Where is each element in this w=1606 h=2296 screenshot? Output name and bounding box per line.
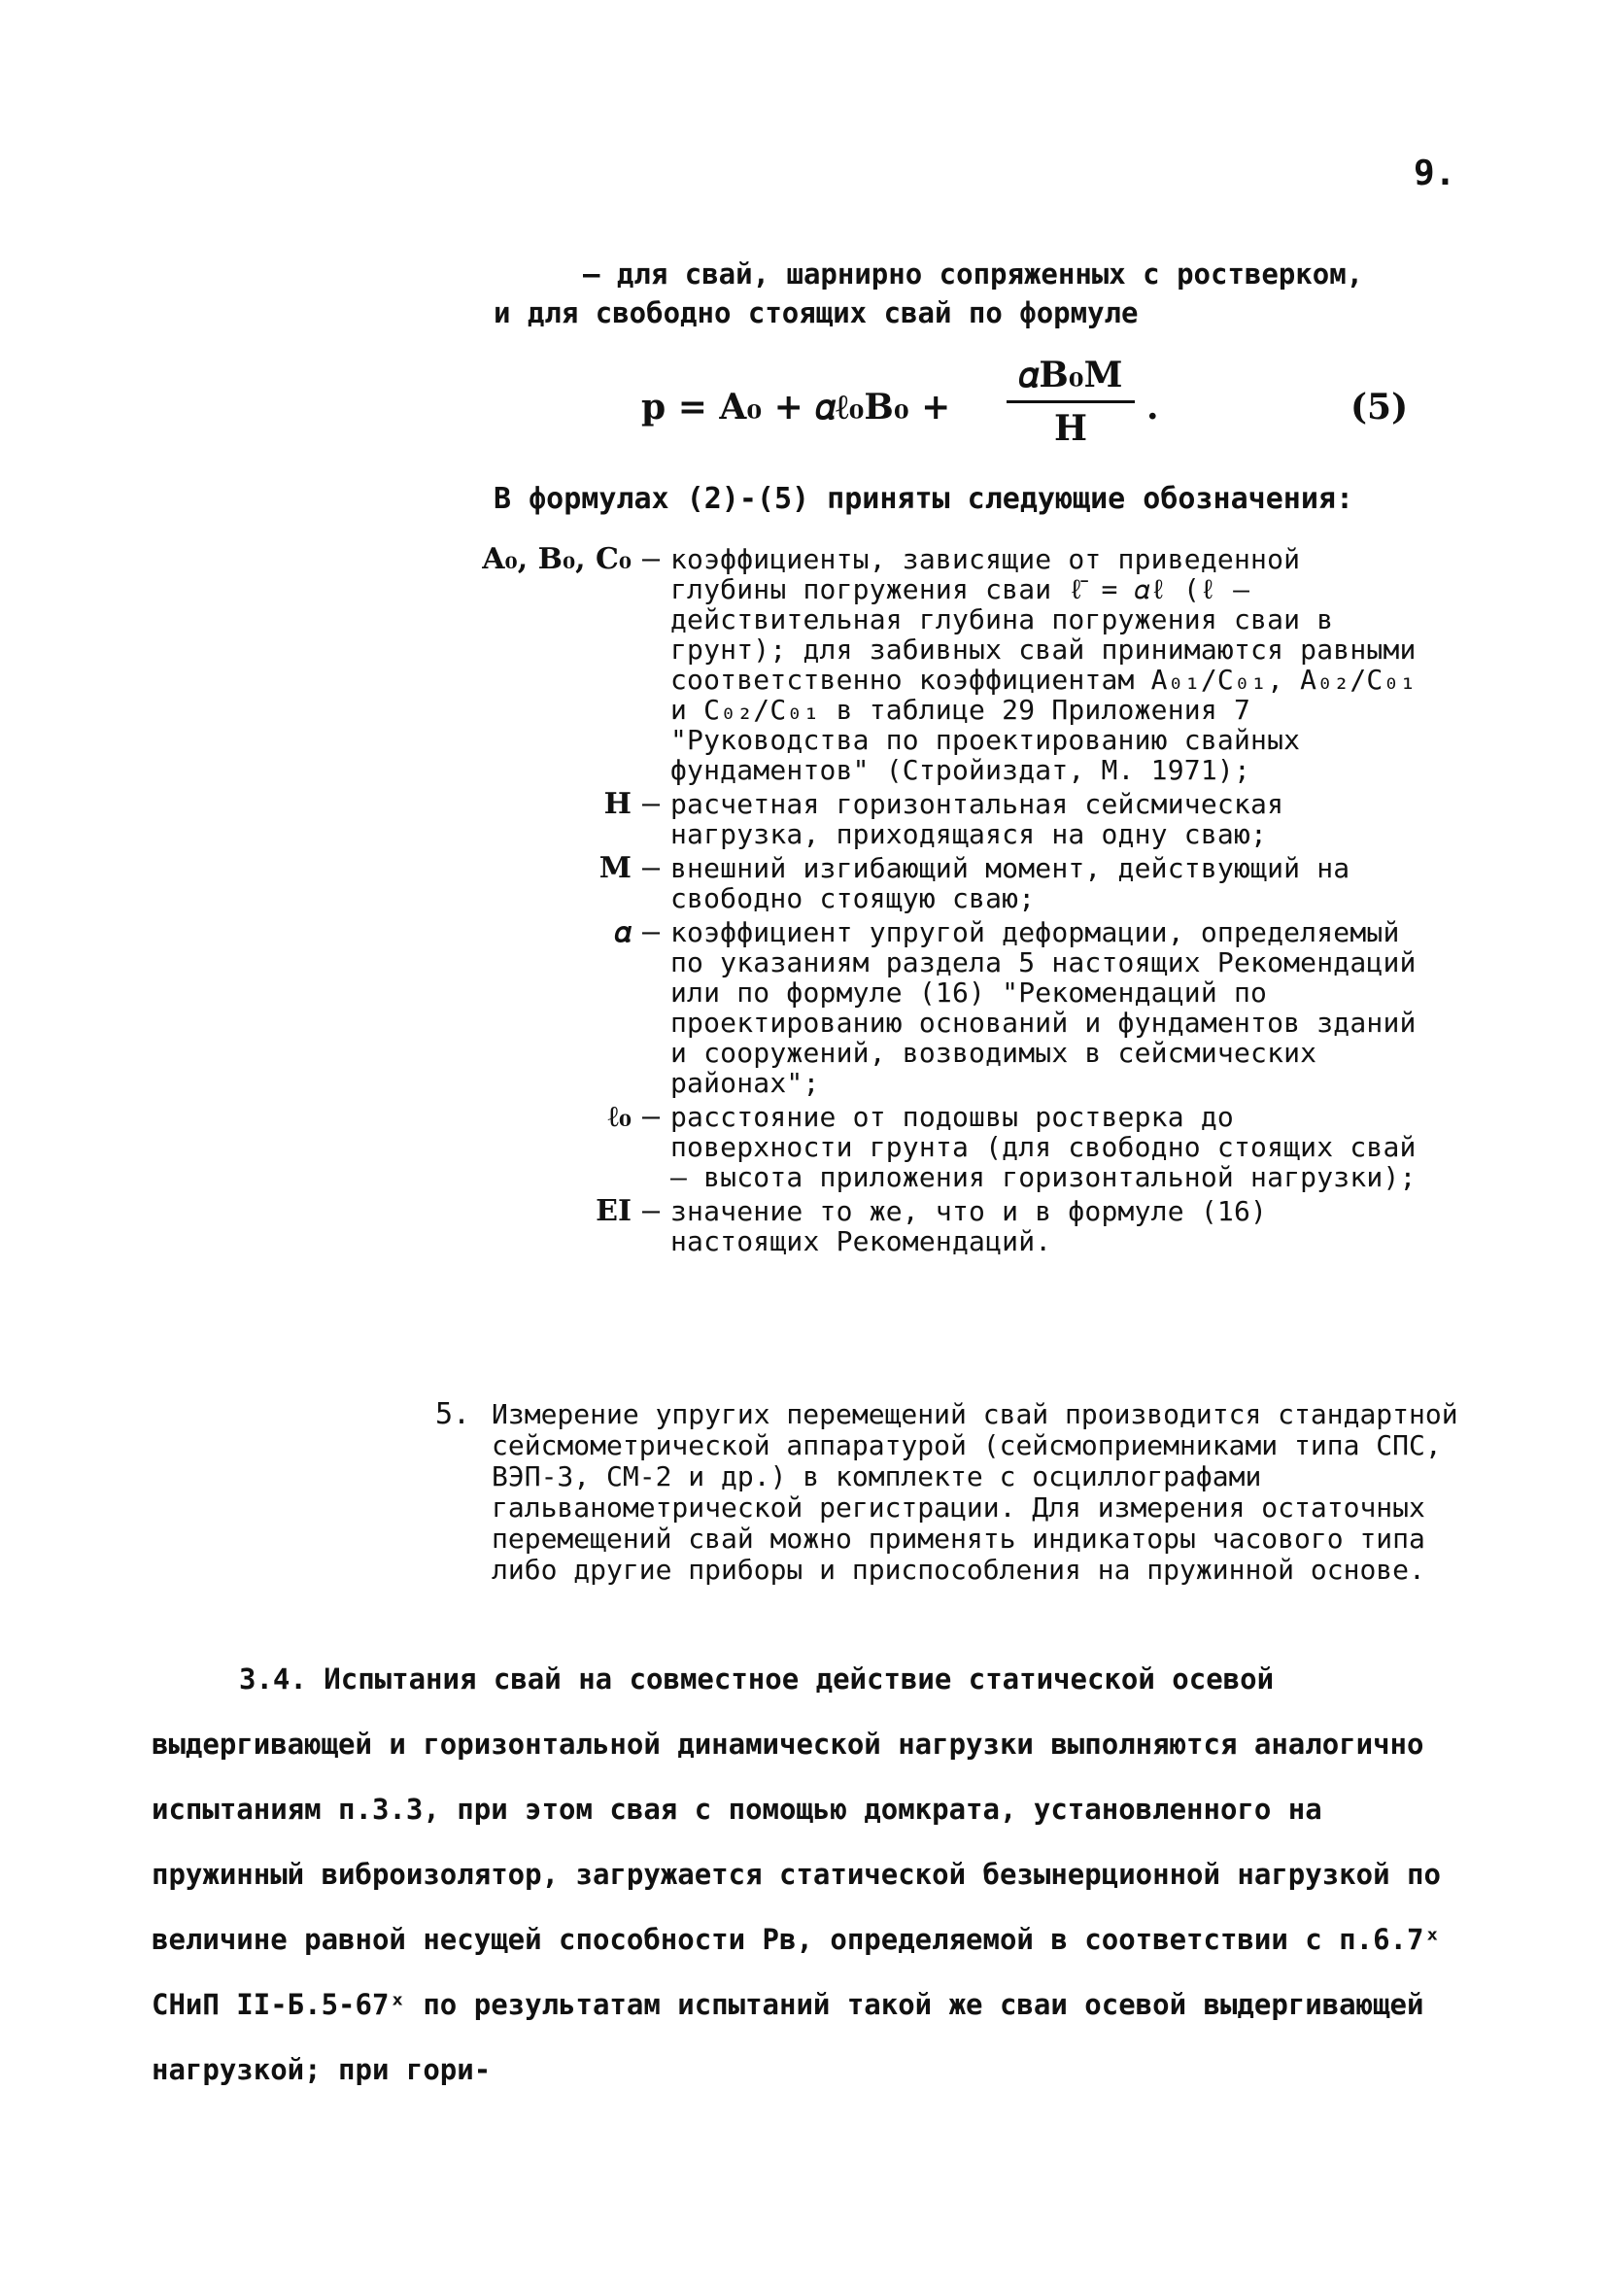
definition-alpha: [476, 917, 1477, 1098]
formula-period: .: [1146, 387, 1159, 428]
definition-coefficients: [476, 544, 1477, 785]
page-number: 9.: [1414, 154, 1456, 193]
intro-line-1: – для свай, шарнирно сопряженных с ростверком,: [583, 257, 1364, 291]
formula-5: [641, 350, 1438, 466]
definition-dash: –: [641, 542, 661, 576]
definition-text: коэффициенты, зависящие от приведенной глубины погружения сваи ℓ̄ = 𝛼ℓ (ℓ – действительная глубина погружения сваи в грунт); для забивных свай принимаются равными соответственно коэффициентам A₀₁/C₀₁, A₀₂/C₀₁ и C₀₂/C₀₁ в таблице 29 Приложения 7 "Руководства по проектированию свайных фундаментов" (Стройиздат, М. 1971);: [670, 543, 1417, 786]
definition-symbol: EI: [596, 1194, 632, 1228]
definition-dash: –: [641, 1194, 661, 1228]
definition-symbol: 𝛼: [614, 915, 632, 949]
definition-symbol: H: [603, 787, 632, 821]
definition-text: расчетная горизонтальная сейсмическая нагрузка, приходящаяся на одну сваю;: [670, 788, 1284, 850]
definition-dash: –: [641, 1100, 661, 1134]
definition-dash: –: [641, 915, 661, 949]
list-item-5: [435, 1399, 1465, 1586]
definition-symbol: M: [598, 851, 632, 885]
definition-text: расстояние от подошвы ростверка до поверхности грунта (для свободно стоящих свай – высота приложения горизонтальной нагрузки);: [670, 1101, 1417, 1193]
definition-symbol: A₀, B₀, C₀: [482, 542, 632, 576]
formula-number: (5): [1350, 387, 1409, 428]
notation-heading: В формулах (2)-(5) приняты следующие обозначения:: [494, 482, 1354, 516]
definition-text: внешний изгибающий момент, действующий на свободно стоящую сваю;: [670, 852, 1350, 914]
item-text: Измерение упругих перемещений свай производится стандартной сейсмометрической аппаратурой (сейсмоприемниками типа СПС, ВЭП-3, СМ-2 и др.) в комплекте с осциллографами гальванометрической регистрации. Для измерения остаточных перемещений свай можно применять индикаторы часового типа либо другие приборы и приспособления на пружинной основе.: [492, 1398, 1458, 1586]
intro-line-2: и для свободно стоящих свай по формуле: [494, 296, 1139, 329]
definition-text: значение то же, что и в формуле (16) настоящих Рекомендаций.: [670, 1195, 1268, 1257]
definition-dash: –: [641, 787, 661, 821]
item-number: 5.: [435, 1397, 471, 1431]
formula-numerator: 𝛼B₀M: [1018, 355, 1123, 395]
intro-text: [494, 255, 1465, 332]
definition-l0: [476, 1102, 1477, 1192]
paragraph-text: 3.4. Испытания свай на совместное действие статической осевой выдергивающей и горизонтальной динамической нагрузки выполняются аналогично испытаниям п.3.3, при этом свая с помощью домкрата, установленного на пружинный виброизолятор, загружается статической безынерционной нагрузкой по величине равной несущей способности Pв, определяемой в соответствии с п.6.7ˣ СНиП II-Б.5-67ˣ по результатам испытаний такой же сваи осевой выдергивающей нагрузкой; при гори-: [152, 1662, 1441, 2086]
definition-symbol: ℓ₀: [607, 1100, 632, 1134]
definition-text: коэффициент упругой деформации, определяемый по указаниям раздела 5 настоящих Рекомендаций или по формуле (16) "Рекомендаций по проектированию оснований и фундаментов зданий и сооружений, возводимых в сейсмических районах";: [670, 916, 1417, 1099]
definitions-list: [476, 544, 1477, 1260]
formula-fraction: [1003, 350, 1139, 454]
definition-h: [476, 789, 1477, 849]
definition-ei: [476, 1196, 1477, 1256]
section-3-4-paragraph: [152, 1647, 1473, 2103]
definition-dash: –: [641, 851, 661, 885]
formula-lhs: p = A₀ + 𝛼ℓ₀B₀ +: [641, 387, 951, 428]
formula-denominator: H: [1053, 408, 1087, 449]
definition-m: [476, 853, 1477, 913]
